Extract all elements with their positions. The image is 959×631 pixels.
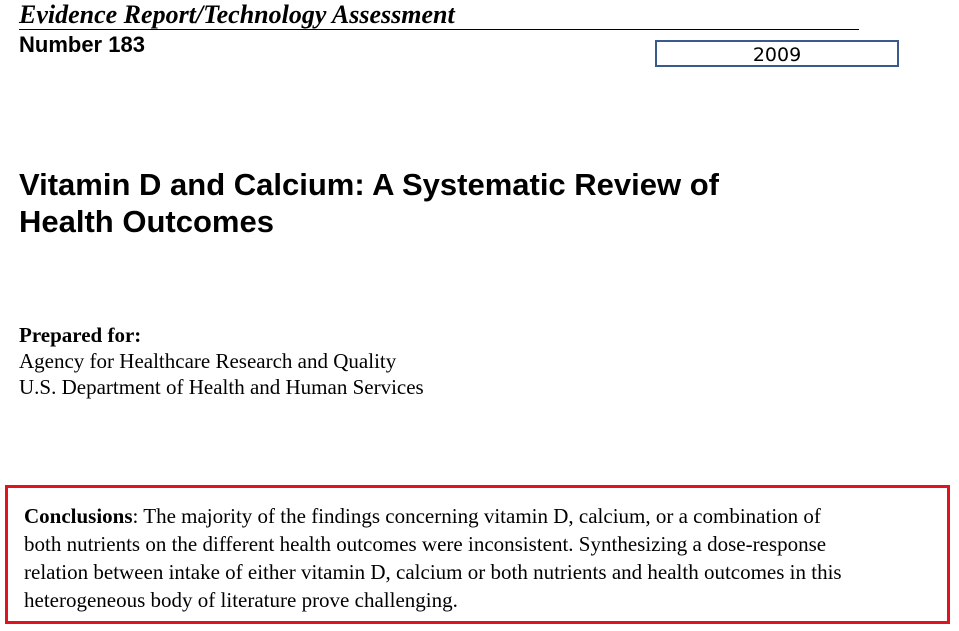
- report-number: Number 183: [19, 32, 145, 57]
- conclusions-text: [24, 502, 944, 614]
- conclusions-line-1-text: : The majority of the findings concerning vitamin D, calcium, or a combination of: [132, 504, 821, 528]
- document-title-line-1: Vitamin D and Calcium: A Systematic Review of: [19, 167, 719, 202]
- prepared-for-agency: Agency for Healthcare Research and Quality: [19, 349, 397, 373]
- prepared-for-label: Prepared for:: [19, 323, 142, 347]
- conclusions-label: Conclusions: [24, 504, 133, 528]
- document-title-line-2: Health Outcomes: [19, 204, 274, 239]
- conclusions-line-1: [24, 502, 944, 530]
- conclusions-line-4: heterogeneous body of literature prove challenging.: [24, 588, 458, 612]
- year-box: 2009: [655, 40, 899, 67]
- document-title: [19, 166, 899, 240]
- header-rule: [19, 29, 859, 30]
- prepared-for-department: U.S. Department of Health and Human Services: [19, 375, 424, 399]
- conclusions-line-3: relation between intake of either vitamin D, calcium or both nutrients and health outcomes in this: [24, 560, 842, 584]
- series-title: Evidence Report/Technology Assessment: [19, 0, 455, 29]
- conclusions-line-2: both nutrients on the different health outcomes were inconsistent. Synthesizing a dose-response: [24, 532, 827, 556]
- conclusions-highlight-box: [5, 485, 950, 624]
- prepared-for-section: [19, 322, 424, 400]
